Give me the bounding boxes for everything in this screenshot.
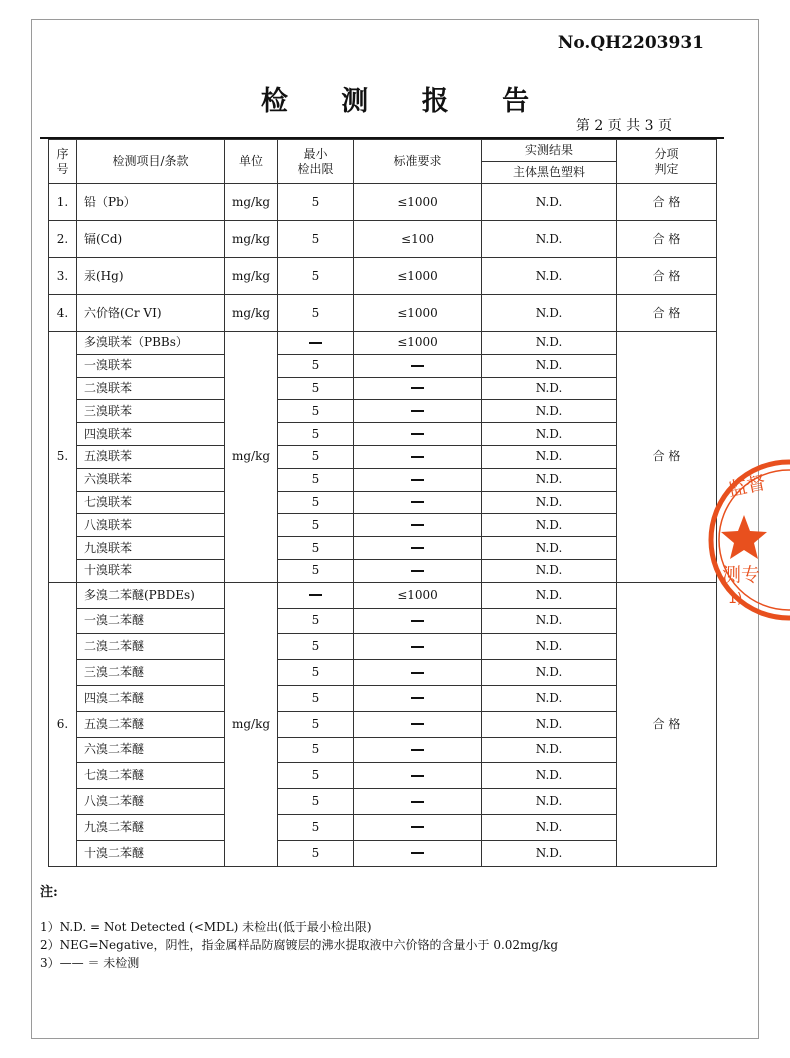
table-row bbox=[49, 634, 717, 660]
notes-section bbox=[40, 884, 558, 972]
cell-result: N.D. bbox=[482, 582, 617, 608]
cell-mdl: 5 bbox=[278, 814, 354, 840]
table-row bbox=[49, 354, 717, 377]
cell-result: N.D. bbox=[482, 840, 617, 866]
cell-result: N.D. bbox=[482, 814, 617, 840]
cell-limit: ≤100 bbox=[354, 221, 482, 258]
cell-limit bbox=[354, 763, 482, 789]
note-line: 3）—— ＝ 未检测 bbox=[40, 956, 140, 970]
cell-mdl: 5 bbox=[278, 295, 354, 332]
table-row bbox=[49, 737, 717, 763]
cell-result: N.D. bbox=[482, 400, 617, 423]
page-indicator: 第 2 页 共 3 页 bbox=[575, 118, 672, 134]
results-table-body bbox=[49, 140, 717, 867]
cell-result: N.D. bbox=[482, 491, 617, 514]
cell-limit bbox=[354, 634, 482, 660]
dash-mark bbox=[411, 749, 424, 751]
cell-result: N.D. bbox=[482, 737, 617, 763]
cell-judge: 合 格 bbox=[617, 582, 717, 866]
dash-mark bbox=[411, 570, 424, 572]
dash-mark bbox=[309, 594, 322, 596]
cell-seq: 1. bbox=[49, 184, 77, 221]
cell-item: 五溴二苯醚 bbox=[77, 711, 225, 737]
cell-result: N.D. bbox=[482, 763, 617, 789]
cell-seq: 4. bbox=[49, 295, 77, 332]
cell-seq: 3. bbox=[49, 258, 77, 295]
dash-mark bbox=[411, 479, 424, 481]
dash-mark bbox=[411, 826, 424, 828]
dash-mark bbox=[411, 775, 424, 777]
cell-result: N.D. bbox=[482, 789, 617, 815]
cell-mdl: 5 bbox=[278, 608, 354, 634]
cell-mdl: 5 bbox=[278, 221, 354, 258]
cell-mdl: 5 bbox=[278, 537, 354, 560]
cell-result: N.D. bbox=[482, 332, 617, 355]
cell-item: 三溴联苯 bbox=[77, 400, 225, 423]
dash-mark bbox=[411, 501, 424, 503]
dash-mark bbox=[411, 433, 424, 435]
table-row bbox=[49, 258, 717, 295]
note-line: 1）N.D. = Not Detected (<MDL) 未检出(低于最小检出限) bbox=[40, 920, 372, 934]
cell-mdl: 5 bbox=[278, 763, 354, 789]
dash-mark bbox=[411, 646, 424, 648]
cell-limit bbox=[354, 491, 482, 514]
cell-mdl: 5 bbox=[278, 491, 354, 514]
cell-result: N.D. bbox=[482, 608, 617, 634]
cell-unit: mg/kg bbox=[225, 332, 278, 583]
cell-item: 十溴联苯 bbox=[77, 559, 225, 582]
cell-item: 汞(Hg) bbox=[77, 258, 225, 295]
cell-result: N.D. bbox=[482, 711, 617, 737]
cell-item: 九溴联苯 bbox=[77, 537, 225, 560]
dash-mark bbox=[411, 365, 424, 367]
cell-item: 镉(Cd) bbox=[77, 221, 225, 258]
cell-mdl: 5 bbox=[278, 660, 354, 686]
cell-unit: mg/kg bbox=[225, 258, 278, 295]
cell-unit: mg/kg bbox=[225, 184, 278, 221]
dash-mark bbox=[411, 524, 424, 526]
cell-judge: 合 格 bbox=[617, 295, 717, 332]
cell-seq: 2. bbox=[49, 221, 77, 258]
table-row bbox=[49, 400, 717, 423]
cell-item: 四溴二苯醚 bbox=[77, 685, 225, 711]
cell-mdl: 5 bbox=[278, 400, 354, 423]
cell-result: N.D. bbox=[482, 258, 617, 295]
table-row bbox=[49, 559, 717, 582]
table-row bbox=[49, 814, 717, 840]
cell-limit bbox=[354, 840, 482, 866]
seal-text-code: 1) bbox=[728, 591, 743, 607]
cell-item: 六溴联苯 bbox=[77, 468, 225, 491]
cell-limit: ≤1000 bbox=[354, 184, 482, 221]
table-row bbox=[49, 423, 717, 446]
cell-judge: 合 格 bbox=[617, 258, 717, 295]
cell-result: N.D. bbox=[482, 685, 617, 711]
dash-mark bbox=[411, 852, 424, 854]
cell-mdl: 5 bbox=[278, 559, 354, 582]
cell-limit bbox=[354, 559, 482, 582]
cell-item: 多溴联苯（PBBs） bbox=[77, 332, 225, 355]
notes-title: 注: bbox=[40, 885, 58, 900]
cell-limit bbox=[354, 711, 482, 737]
cell-limit bbox=[354, 377, 482, 400]
seal-star-icon bbox=[721, 515, 767, 559]
cell-mdl: 5 bbox=[278, 258, 354, 295]
cell-item: 五溴联苯 bbox=[77, 445, 225, 468]
dash-mark bbox=[411, 547, 424, 549]
header-item: 检测项目/条款 bbox=[77, 140, 225, 184]
cell-result: N.D. bbox=[482, 559, 617, 582]
cell-mdl: 5 bbox=[278, 514, 354, 537]
cell-mdl: 5 bbox=[278, 377, 354, 400]
cell-result: N.D. bbox=[482, 634, 617, 660]
cell-result: N.D. bbox=[482, 295, 617, 332]
cell-item: 七溴二苯醚 bbox=[77, 763, 225, 789]
cell-limit: ≤1000 bbox=[354, 582, 482, 608]
official-seal bbox=[704, 455, 790, 625]
cell-seq: 6. bbox=[49, 582, 77, 866]
cell-seq: 5. bbox=[49, 332, 77, 583]
table-row bbox=[49, 608, 717, 634]
dash-mark bbox=[411, 801, 424, 803]
table-row bbox=[49, 537, 717, 560]
cell-item: 六价铬(Cr VI) bbox=[77, 295, 225, 332]
cell-mdl: 5 bbox=[278, 354, 354, 377]
cell-limit bbox=[354, 685, 482, 711]
results-table bbox=[48, 139, 717, 867]
cell-limit bbox=[354, 445, 482, 468]
header-mdl: 最小 检出限 bbox=[278, 140, 354, 184]
cell-judge: 合 格 bbox=[617, 184, 717, 221]
cell-result: N.D. bbox=[482, 423, 617, 446]
report-number: No.QH2203931 bbox=[557, 33, 704, 53]
cell-mdl: 5 bbox=[278, 789, 354, 815]
header-unit: 单位 bbox=[225, 140, 278, 184]
dash-mark bbox=[411, 410, 424, 412]
cell-item: 铅（Pb） bbox=[77, 184, 225, 221]
dash-mark bbox=[309, 342, 322, 344]
report-title: 检 测 报 告 bbox=[260, 86, 552, 117]
cell-limit: ≤1000 bbox=[354, 332, 482, 355]
seal-text-top: 监督 bbox=[726, 471, 768, 502]
cell-item: 二溴二苯醚 bbox=[77, 634, 225, 660]
cell-item: 二溴联苯 bbox=[77, 377, 225, 400]
cell-limit bbox=[354, 400, 482, 423]
cell-item: 六溴二苯醚 bbox=[77, 737, 225, 763]
cell-limit bbox=[354, 608, 482, 634]
cell-result: N.D. bbox=[482, 221, 617, 258]
cell-item: 十溴二苯醚 bbox=[77, 840, 225, 866]
cell-limit bbox=[354, 514, 482, 537]
table-row bbox=[49, 221, 717, 258]
cell-result: N.D. bbox=[482, 468, 617, 491]
cell-mdl: 5 bbox=[278, 184, 354, 221]
dash-mark bbox=[411, 387, 424, 389]
table-row bbox=[49, 711, 717, 737]
cell-result: N.D. bbox=[482, 660, 617, 686]
header-judge: 分项 判定 bbox=[617, 140, 717, 184]
cell-result: N.D. bbox=[482, 184, 617, 221]
cell-result: N.D. bbox=[482, 377, 617, 400]
cell-limit bbox=[354, 468, 482, 491]
table-row bbox=[49, 332, 717, 355]
table-row bbox=[49, 445, 717, 468]
table-row bbox=[49, 468, 717, 491]
table-row bbox=[49, 295, 717, 332]
cell-item: 八溴二苯醚 bbox=[77, 789, 225, 815]
cell-item: 八溴联苯 bbox=[77, 514, 225, 537]
cell-item: 四溴联苯 bbox=[77, 423, 225, 446]
header-row bbox=[49, 140, 717, 162]
cell-item: 一溴二苯醚 bbox=[77, 608, 225, 634]
cell-judge: 合 格 bbox=[617, 332, 717, 583]
cell-item: 多溴二苯醚(PBDEs) bbox=[77, 582, 225, 608]
cell-unit: mg/kg bbox=[225, 582, 278, 866]
table-row bbox=[49, 840, 717, 866]
table-row bbox=[49, 184, 717, 221]
table-row bbox=[49, 377, 717, 400]
table-row bbox=[49, 582, 717, 608]
table-row bbox=[49, 685, 717, 711]
cell-mdl bbox=[278, 582, 354, 608]
cell-mdl bbox=[278, 332, 354, 355]
dash-mark bbox=[411, 697, 424, 699]
header-result: 实测结果 bbox=[482, 140, 617, 162]
cell-limit bbox=[354, 737, 482, 763]
cell-judge: 合 格 bbox=[617, 221, 717, 258]
cell-limit: ≤1000 bbox=[354, 295, 482, 332]
cell-limit: ≤1000 bbox=[354, 258, 482, 295]
header-seq: 序 号 bbox=[49, 140, 77, 184]
cell-mdl: 5 bbox=[278, 468, 354, 491]
seal-text-bottom: 测专 bbox=[722, 564, 761, 586]
cell-mdl: 5 bbox=[278, 423, 354, 446]
cell-result: N.D. bbox=[482, 514, 617, 537]
table-row bbox=[49, 763, 717, 789]
cell-item: 三溴二苯醚 bbox=[77, 660, 225, 686]
cell-mdl: 5 bbox=[278, 685, 354, 711]
cell-unit: mg/kg bbox=[225, 295, 278, 332]
cell-limit bbox=[354, 537, 482, 560]
cell-limit bbox=[354, 354, 482, 377]
table-row bbox=[49, 789, 717, 815]
cell-mdl: 5 bbox=[278, 840, 354, 866]
header-sample: 主体黑色塑料 bbox=[482, 162, 617, 184]
cell-item: 一溴联苯 bbox=[77, 354, 225, 377]
cell-result: N.D. bbox=[482, 354, 617, 377]
header-limit: 标准要求 bbox=[354, 140, 482, 184]
cell-limit bbox=[354, 660, 482, 686]
note-line: 2）NEG=Negative，阴性，指金属样品防腐镀层的沸水提取液中六价铬的含量小于 0.02mg/kg bbox=[40, 938, 559, 952]
cell-mdl: 5 bbox=[278, 634, 354, 660]
dash-mark bbox=[411, 456, 424, 458]
dash-mark bbox=[411, 672, 424, 674]
table-row bbox=[49, 514, 717, 537]
cell-mdl: 5 bbox=[278, 445, 354, 468]
dash-mark bbox=[411, 723, 424, 725]
table-row bbox=[49, 660, 717, 686]
table-row bbox=[49, 491, 717, 514]
dash-mark bbox=[411, 620, 424, 622]
cell-result: N.D. bbox=[482, 445, 617, 468]
cell-item: 七溴联苯 bbox=[77, 491, 225, 514]
cell-mdl: 5 bbox=[278, 737, 354, 763]
cell-item: 九溴二苯醚 bbox=[77, 814, 225, 840]
cell-unit: mg/kg bbox=[225, 221, 278, 258]
cell-limit bbox=[354, 789, 482, 815]
cell-limit bbox=[354, 814, 482, 840]
cell-result: N.D. bbox=[482, 537, 617, 560]
cell-mdl: 5 bbox=[278, 711, 354, 737]
cell-limit bbox=[354, 423, 482, 446]
